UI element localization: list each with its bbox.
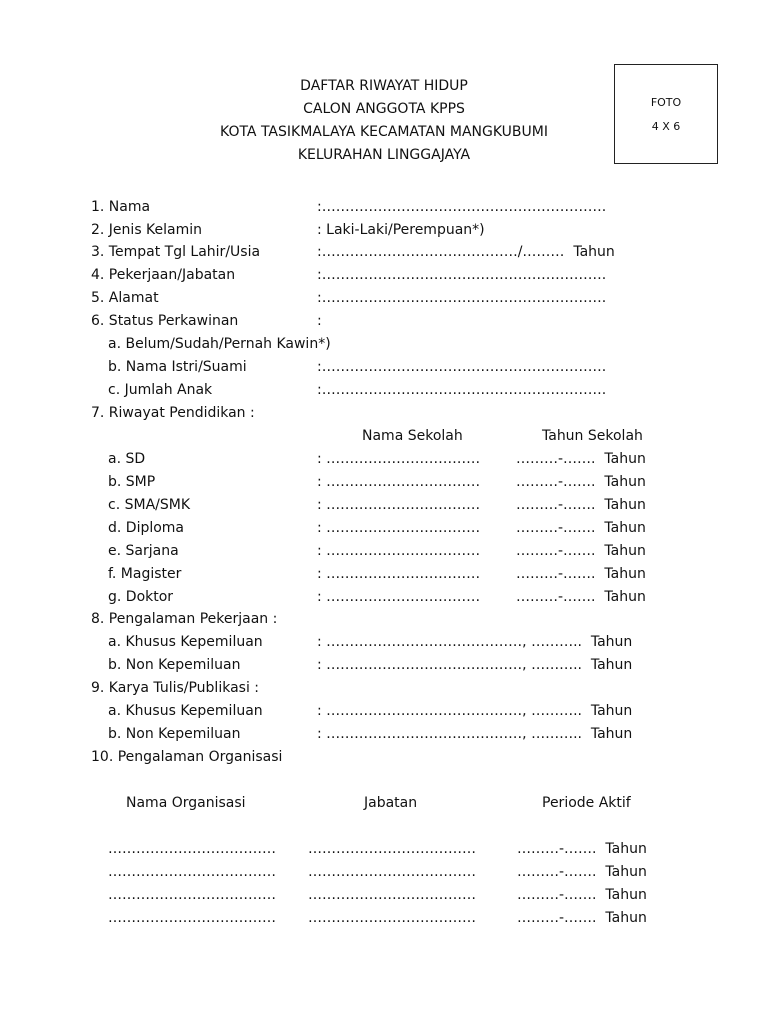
organisasi-row-period: ………-……. Tahun	[517, 887, 647, 903]
photo-size: 4 X 6	[651, 120, 681, 133]
header-nama-sekolah: Nama Sekolah	[362, 428, 463, 444]
field-value-alamat: :…………………………………………………….	[317, 290, 607, 306]
field-label-status-a: a. Belum/Sudah/Pernah Kawin*)	[108, 336, 331, 352]
document-village: KELURAHAN LINGGAJAYA	[297, 147, 471, 163]
pendidikan-row-years: ………-……. Tahun	[516, 543, 646, 559]
field-label-jenis-kelamin: 2. Jenis Kelamin	[91, 222, 203, 238]
document-subtitle: CALON ANGGOTA KPPS	[303, 101, 465, 117]
header-periode-aktif: Periode Aktif	[542, 795, 631, 811]
organisasi-row-name-dots: ………………………………	[108, 841, 276, 857]
field-label-status-b: b. Nama Istri/Suami	[108, 359, 247, 375]
organisasi-row-period: ………-……. Tahun	[517, 864, 647, 880]
field-value-status-c: :…………………………………………………….	[317, 382, 607, 398]
field-value-status: :	[317, 313, 322, 329]
pekerjaan-row-label: a. Khusus Kepemiluan	[108, 634, 263, 650]
pendidikan-row-years: ………-……. Tahun	[516, 497, 646, 513]
header-tahun-sekolah: Tahun Sekolah	[542, 428, 643, 444]
pendidikan-row-label: c. SMA/SMK	[108, 497, 191, 513]
karya-row-dots: : ……………………………………, ……….. Tahun	[317, 703, 633, 719]
field-label-nama: 1. Nama	[91, 199, 151, 215]
field-label-ttl: 3. Tempat Tgl Lahir/Usia	[91, 244, 261, 260]
field-label-alamat: 5. Alamat	[91, 290, 159, 306]
organisasi-row-name-dots: ………………………………	[108, 887, 276, 903]
pendidikan-row-school-dots: : ……………………………	[317, 497, 481, 513]
document-title: DAFTAR RIWAYAT HIDUP	[300, 78, 468, 94]
pekerjaan-row-label: b. Non Kepemiluan	[108, 657, 241, 673]
karya-row-label: a. Khusus Kepemiluan	[108, 703, 263, 719]
pendidikan-row-label: f. Magister	[108, 566, 182, 582]
pendidikan-row-years: ………-……. Tahun	[516, 451, 646, 467]
field-value-status-b: :…………………………………………………….	[317, 359, 607, 375]
pendidikan-row-school-dots: : ……………………………	[317, 589, 481, 605]
header-nama-organisasi: Nama Organisasi	[126, 795, 246, 811]
section-organisasi: 10. Pengalaman Organisasi	[91, 749, 283, 765]
pekerjaan-row-dots: : ……………………………………, ……….. Tahun	[317, 634, 633, 650]
section-pekerjaan: 8. Pengalaman Pekerjaan :	[91, 611, 278, 627]
photo-label: FOTO	[650, 96, 682, 109]
organisasi-row-period: ………-……. Tahun	[517, 910, 647, 926]
organisasi-row-jabatan-dots: ………………………………	[308, 841, 476, 857]
pendidikan-row-label: b. SMP	[108, 474, 156, 490]
organisasi-row-jabatan-dots: ………………………………	[308, 864, 476, 880]
field-value-pekerjaan: :…………………………………………………….	[317, 267, 607, 283]
pendidikan-row-years: ………-……. Tahun	[516, 589, 646, 605]
pendidikan-row-years: ………-……. Tahun	[516, 566, 646, 582]
pendidikan-row-label: g. Doktor	[108, 589, 174, 605]
field-label-status-c: c. Jumlah Anak	[108, 382, 213, 398]
organisasi-row-period: ………-……. Tahun	[517, 841, 647, 857]
section-karya: 9. Karya Tulis/Publikasi :	[91, 680, 260, 696]
field-value-ttl: :……………………………………/……… Tahun	[317, 244, 615, 260]
pendidikan-row-school-dots: : ……………………………	[317, 520, 481, 536]
field-value-jenis-kelamin: : Laki-Laki/Perempuan*)	[317, 222, 485, 238]
karya-row-dots: : ……………………………………, ……….. Tahun	[317, 726, 633, 742]
pendidikan-row-label: a. SD	[108, 451, 146, 467]
pendidikan-row-school-dots: : ……………………………	[317, 543, 481, 559]
organisasi-row-jabatan-dots: ………………………………	[308, 887, 476, 903]
karya-row-label: b. Non Kepemiluan	[108, 726, 241, 742]
pendidikan-row-school-dots: : ……………………………	[317, 566, 481, 582]
organisasi-row-name-dots: ………………………………	[108, 864, 276, 880]
pekerjaan-row-dots: : ……………………………………, ……….. Tahun	[317, 657, 633, 673]
field-label-pekerjaan: 4. Pekerjaan/Jabatan	[91, 267, 236, 283]
pendidikan-row-school-dots: : ……………………………	[317, 451, 481, 467]
pendidikan-row-label: d. Diploma	[108, 520, 185, 536]
header-jabatan: Jabatan	[364, 795, 418, 811]
pendidikan-row-years: ………-……. Tahun	[516, 520, 646, 536]
field-label-status: 6. Status Perkawinan	[91, 313, 239, 329]
pendidikan-row-label: e. Sarjana	[108, 543, 179, 559]
field-value-nama: :…………………………………………………….	[317, 199, 607, 215]
organisasi-row-jabatan-dots: ………………………………	[308, 910, 476, 926]
document-location: KOTA TASIKMALAYA KECAMATAN MANGKUBUMI	[220, 124, 548, 140]
pendidikan-row-years: ………-……. Tahun	[516, 474, 646, 490]
section-pendidikan: 7. Riwayat Pendidikan :	[91, 405, 255, 421]
photo-box	[614, 64, 718, 164]
pendidikan-row-school-dots: : ……………………………	[317, 474, 481, 490]
organisasi-row-name-dots: ………………………………	[108, 910, 276, 926]
